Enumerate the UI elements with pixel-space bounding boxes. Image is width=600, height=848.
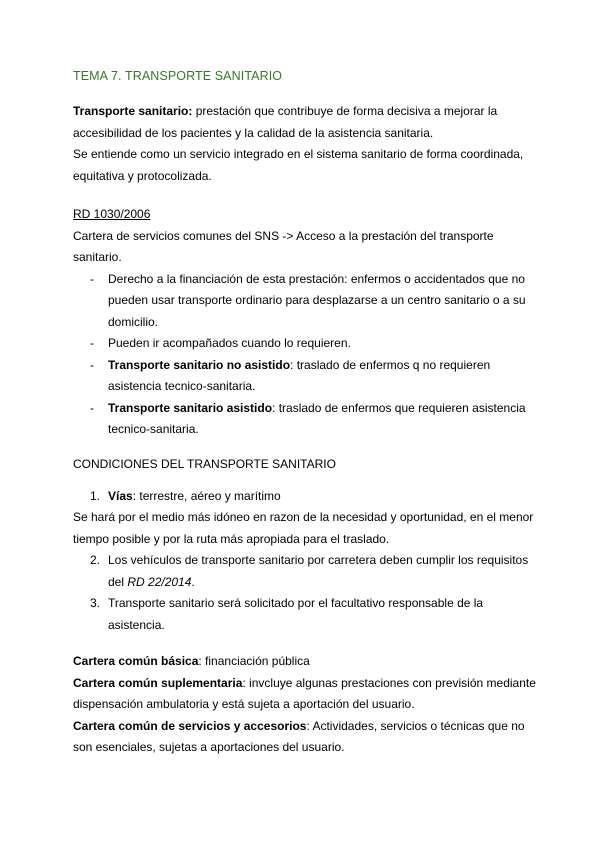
- number-marker: 1.: [90, 488, 101, 503]
- list-item-bold: Transporte sanitario asistido: [108, 400, 273, 415]
- list-item-text: : terrestre, aéreo y marítimo: [132, 488, 281, 503]
- dash-marker: -: [90, 400, 94, 415]
- page-title: TEMA 7. TRANSPORTE SANITARIO: [73, 69, 283, 83]
- cartera-servicios: [73, 716, 543, 759]
- list-item-text: Transporte sanitario será solicitado por el facultativo responsable de la asistencia.: [108, 596, 484, 632]
- dash-marker: -: [90, 271, 94, 286]
- conditions-heading: CONDICIONES DEL TRANSPORTE SANITARIO: [73, 457, 336, 471]
- list-item-text: Los vehículos de transporte sanitario por carretera deben cumplir los requisitos del: [108, 553, 529, 589]
- conditions-section: [73, 454, 543, 636]
- list-item-text: Pueden ir acompañados cuando lo requieren.: [108, 336, 351, 350]
- conditions-paragraph: Se hará por el medio más idóneo en razon de la necesidad y oportunidad, en el menor tiempo posible y por la ruta más apropiada para el traslado.: [73, 510, 534, 546]
- cartera-text: : Actividades, servicios o técnicas que no son esenciales, sujetas a aportaciones del usuario.: [73, 718, 525, 754]
- cartera-text: : financiación pública: [198, 654, 310, 668]
- list-item: [73, 355, 543, 398]
- list-item: [73, 269, 543, 334]
- list-item-italic: RD 22/2014: [127, 574, 192, 589]
- intro-paragraph: [73, 101, 543, 144]
- list-item: [73, 593, 543, 636]
- dash-marker: -: [90, 357, 94, 372]
- intro-definition: prestación que contribuye de forma decisiva a mejorar la accesibilidad de los pacientes y la calidad de la asistencia sanitaria.: [73, 104, 498, 140]
- list-item-bold: Transporte sanitario no asistido: [108, 357, 291, 372]
- cartera-term: Cartera común suplementaria: [73, 675, 243, 690]
- conditions-list-b: [73, 550, 543, 636]
- list-item: [73, 398, 543, 441]
- number-marker: 2.: [90, 553, 101, 567]
- intro-section: [73, 101, 543, 187]
- list-item-text: : traslado de enfermos que requieren asistencia tecnico-sanitaria.: [108, 400, 526, 436]
- intro-note: Se entiende como un servicio integrado en el sistema sanitario de forma coordinada, equitativa y protocolizada.: [73, 147, 524, 183]
- list-item: [73, 550, 543, 593]
- cartera-basica: [73, 651, 543, 673]
- cartera-term: Cartera común básica: [73, 654, 199, 668]
- list-item: [73, 486, 543, 508]
- rd-heading: RD 1030/2006: [73, 207, 151, 221]
- dash-marker: -: [90, 336, 94, 350]
- list-item-text: : traslado de enfermos q no requieren asistencia tecnico-sanitaria.: [108, 357, 491, 393]
- list-item: [73, 333, 543, 355]
- rd-list: [73, 269, 543, 441]
- list-item-text: Derecho a la financiación de esta prestación: enfermos o accidentados que no pueden usar transporte ordinario para desplazarse a un centro sanitario o a su domicilio.: [108, 271, 526, 329]
- intro-term: Transporte sanitario:: [73, 104, 193, 118]
- list-item-end: .: [191, 574, 195, 589]
- carteras-section: [73, 651, 543, 759]
- cartera-term: Cartera común de servicios y accesorios: [73, 718, 307, 733]
- number-marker: 3.: [90, 596, 101, 610]
- cartera-text: : invcluye algunas prestaciones con previsión mediante dispensación ambulatoria y está sujeta a aportación del usuario.: [73, 675, 536, 711]
- rd-text: Cartera de servicios comunes del SNS -> Acceso a la prestación del transporte sanitario.: [73, 228, 494, 264]
- cartera-suplementaria: [73, 673, 543, 716]
- list-item-bold: Vías: [108, 488, 133, 503]
- rd-section: [73, 204, 543, 441]
- conditions-list-a: [73, 486, 543, 508]
